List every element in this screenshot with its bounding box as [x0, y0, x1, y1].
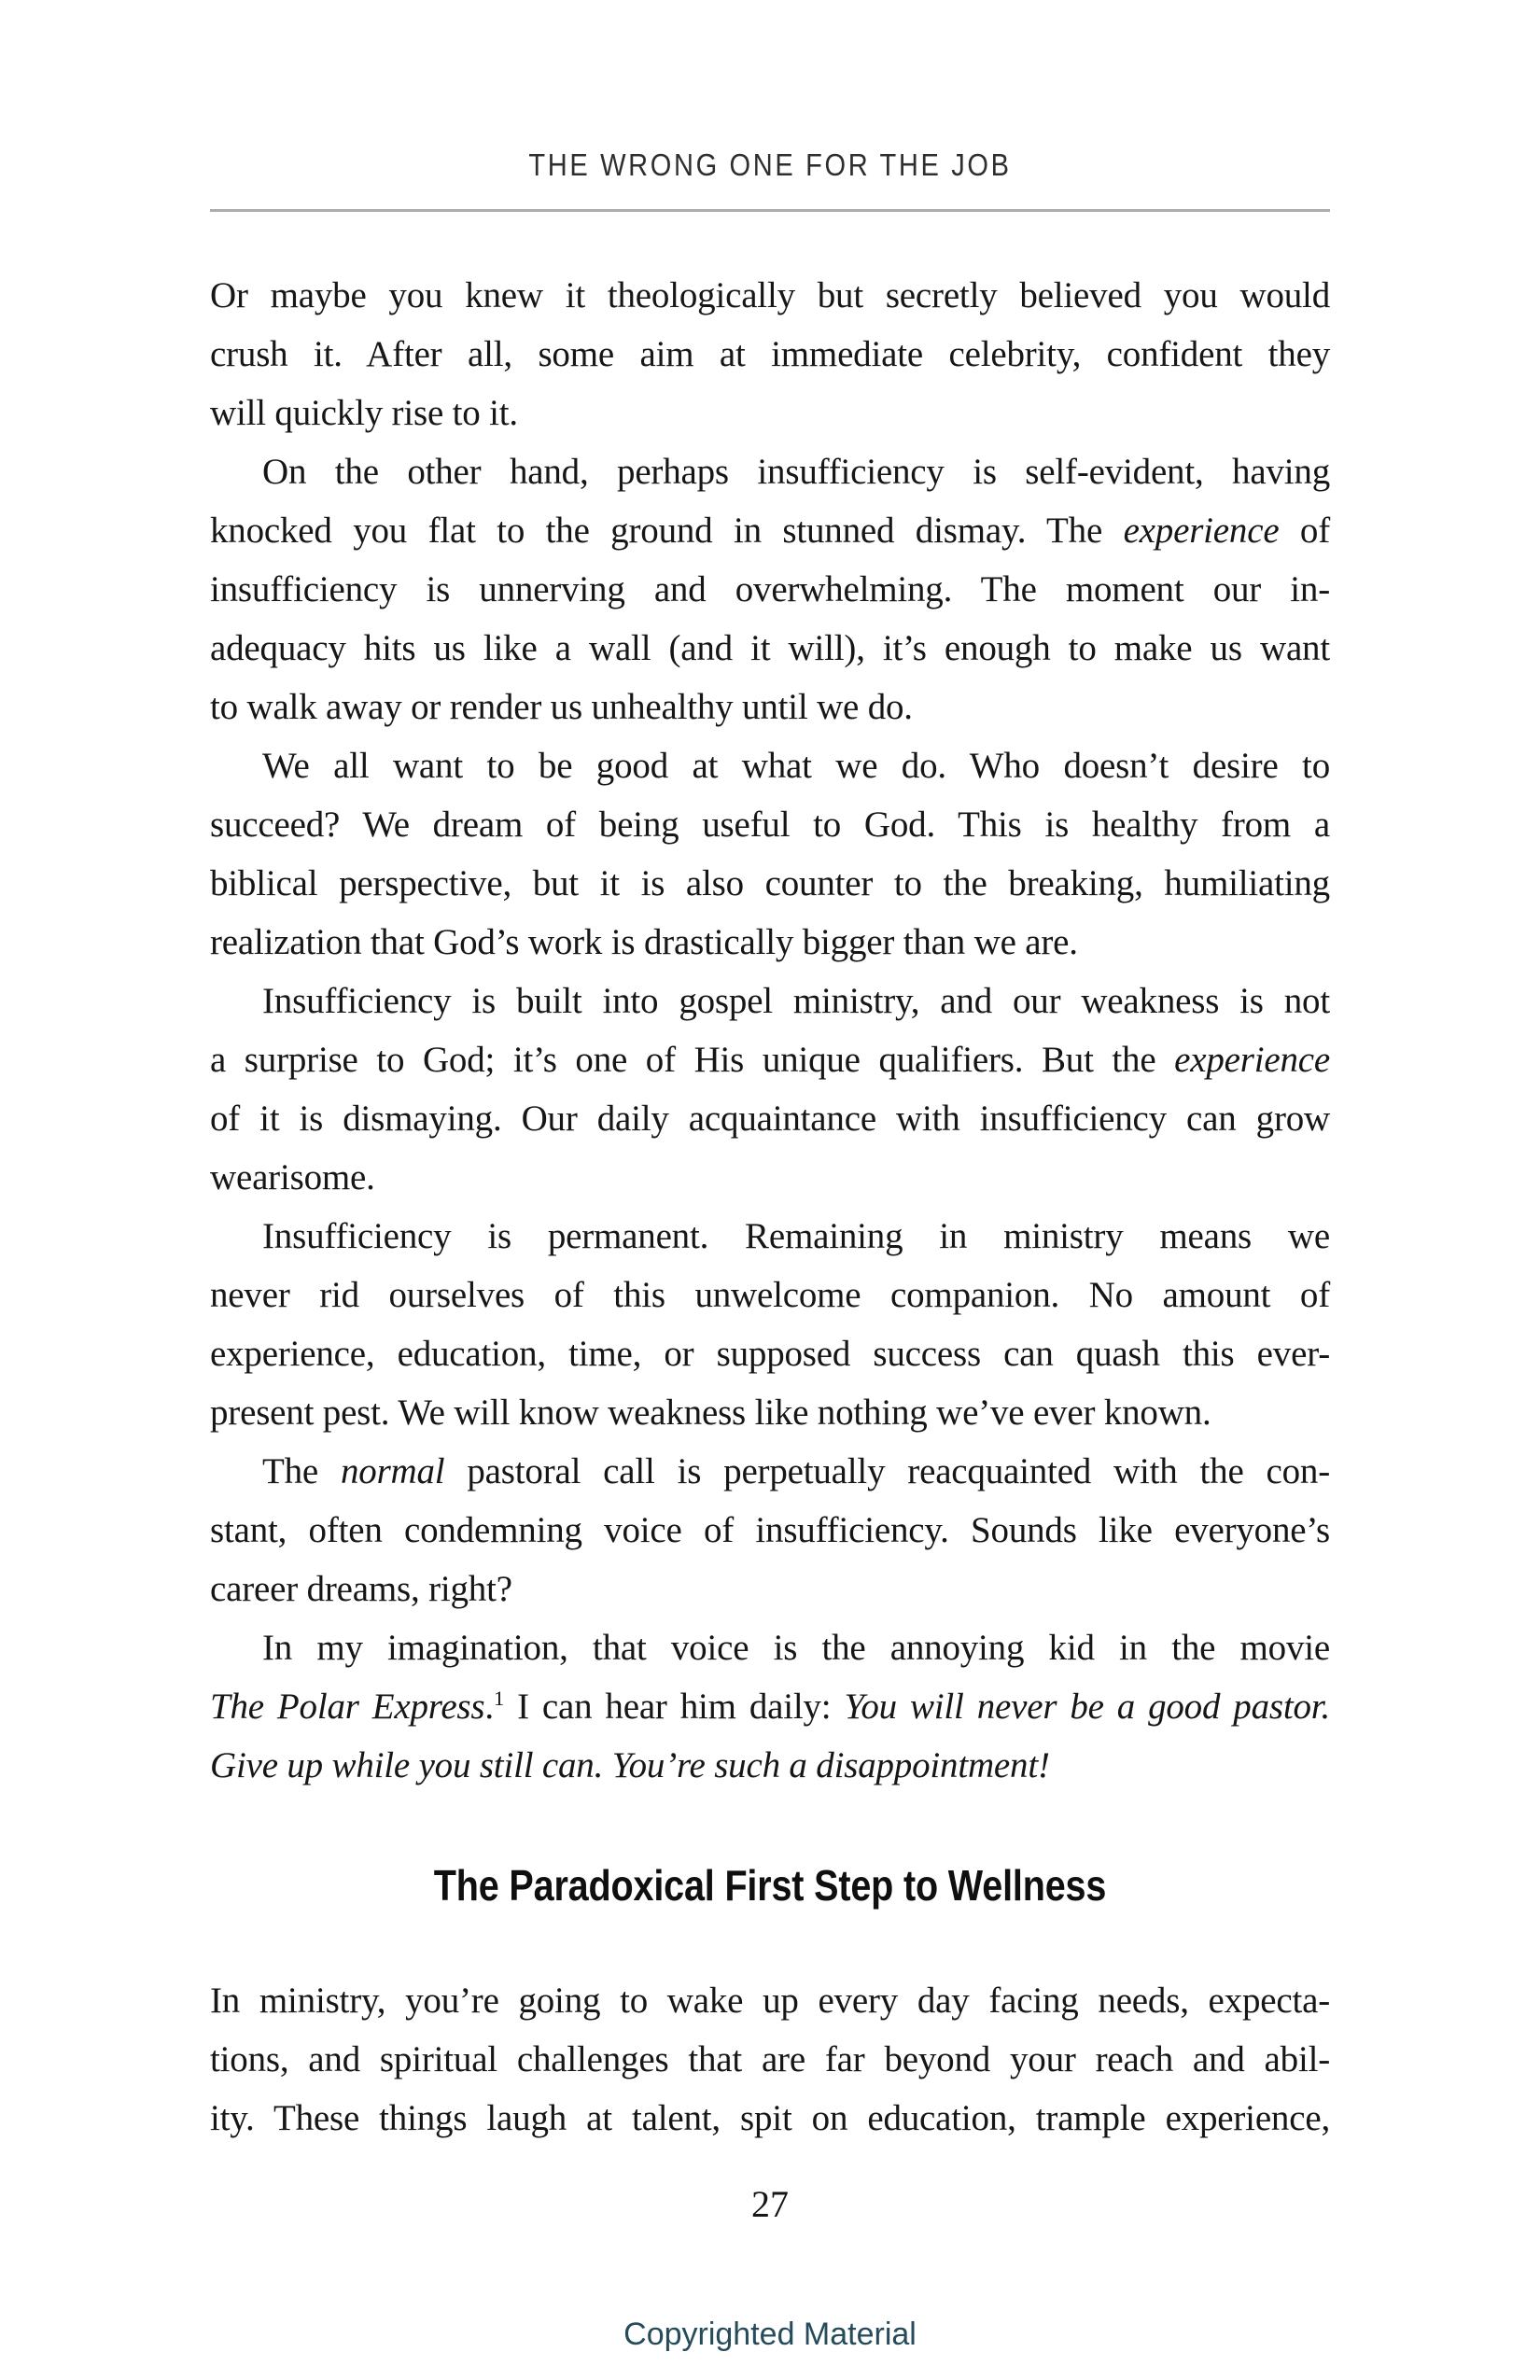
- text-run: experience: [1174, 1040, 1330, 1080]
- text-run: wearisome.: [210, 1157, 375, 1197]
- text-line: [210, 619, 1330, 678]
- paragraph: [210, 972, 1330, 1207]
- text-run: of it is dismaying. Our daily acquaintance with insufficiency can grow: [210, 1099, 1330, 1139]
- text-line: [210, 1736, 1330, 1795]
- text-run: experience, education, time, or supposed success can quash this ever-: [210, 1334, 1330, 1374]
- paragraph: [210, 736, 1330, 972]
- page-number: 27: [751, 2183, 789, 2225]
- body-section-after-heading: [210, 1971, 1330, 2148]
- text-run: The: [262, 1451, 341, 1491]
- text-run: .: [484, 1687, 494, 1727]
- paragraph: [210, 1971, 1330, 2148]
- text-line: [210, 1324, 1330, 1383]
- paragraph: [210, 1207, 1330, 1442]
- text-line: [210, 266, 1330, 325]
- text-line: [210, 854, 1330, 913]
- text-line: [210, 1383, 1330, 1442]
- running-header: THE WRONG ONE FOR THE JOB: [528, 147, 1012, 182]
- copyright-notice: Copyrighted Material: [623, 2317, 917, 2352]
- text-run: knocked you flat to the ground in stunned dismay. The: [210, 511, 1124, 551]
- text-run: of: [1279, 511, 1331, 551]
- text-run: to walk away or render us unhealthy until we do.: [210, 687, 913, 727]
- text-line: [210, 913, 1330, 972]
- paragraph: [210, 442, 1330, 736]
- text-line: [210, 1148, 1330, 1207]
- text-run: experience: [1123, 511, 1280, 551]
- text-run: a surprise to God; it’s one of His unique qualifiers. But the: [210, 1040, 1175, 1080]
- text-run: realization that God’s work is drastically bigger than we are.: [210, 922, 1078, 962]
- text-line: [210, 560, 1330, 619]
- text-run: adequacy hits us like a wall (and it will), it’s enough to make us want: [210, 628, 1330, 668]
- paragraph: [210, 1618, 1330, 1795]
- text-run: tions, and spiritual challenges that are far beyond your reach and abil-: [210, 2039, 1330, 2079]
- text-line: [210, 442, 1330, 501]
- text-line: [210, 1089, 1330, 1148]
- text-run: will quickly rise to it.: [210, 393, 518, 433]
- text-line: [210, 972, 1330, 1030]
- text-run: insufficiency is unnerving and overwhelming. The moment our in-: [210, 569, 1330, 609]
- text-run: Insufficiency is built into gospel ministry, and our weakness is not: [262, 981, 1330, 1021]
- text-run: career dreams, right?: [210, 1569, 512, 1609]
- body-section-before-heading: [210, 266, 1330, 1795]
- text-line: [210, 1207, 1330, 1266]
- text-run: We all want to be good at what we do. Who doesn’t desire to: [262, 746, 1330, 786]
- text-run: normal: [340, 1451, 445, 1491]
- text-line: [210, 1442, 1330, 1501]
- text-run: biblical perspective, but it is also counter to the breaking, humiliating: [210, 863, 1330, 903]
- text-line: [210, 678, 1330, 736]
- paragraph: [210, 1442, 1330, 1618]
- footnote-reference: 1: [493, 1687, 505, 1710]
- text-line: [210, 1030, 1330, 1089]
- text-run: stant, often condemning voice of insufficiency. Sounds like everyone’s: [210, 1510, 1330, 1550]
- text-run: The Polar Express: [210, 1687, 485, 1727]
- text-run: ity. These things laugh at talent, spit on education, trample experience,: [210, 2098, 1330, 2138]
- text-run: In my imagination, that voice is the annoying kid in the movie: [262, 1628, 1330, 1668]
- text-run: crush it. After all, some aim at immediate celebrity, confident they: [210, 334, 1330, 374]
- header-rule: [210, 209, 1330, 212]
- text-line: [210, 1560, 1330, 1618]
- text-run: pastoral call is perpetually reacquainted with the con-: [444, 1451, 1330, 1491]
- text-line: [210, 795, 1330, 854]
- text-run: never rid ourselves of this unwelcome companion. No amount of: [210, 1275, 1330, 1315]
- text-line: [210, 2089, 1330, 2148]
- text-line: [210, 384, 1330, 442]
- text-line: [210, 2030, 1330, 2089]
- text-run: Or maybe you knew it theologically but secretly believed you would: [210, 275, 1330, 315]
- text-line: [210, 1501, 1330, 1560]
- text-run: Insufficiency is permanent. Remaining in ministry means we: [262, 1216, 1330, 1256]
- text-line: [210, 501, 1330, 560]
- text-line: [210, 1618, 1330, 1677]
- paragraph: [210, 266, 1330, 442]
- text-line: [210, 325, 1330, 384]
- text-line: [210, 1971, 1330, 2030]
- text-line: [210, 736, 1330, 795]
- text-line: [210, 1266, 1330, 1324]
- page-body: [210, 266, 1330, 2148]
- text-run: On the other hand, perhaps insufficiency is self-evident, having: [262, 452, 1330, 492]
- text-line: [210, 1677, 1330, 1736]
- text-run: succeed? We dream of being useful to God. This is healthy from a: [210, 805, 1330, 845]
- text-run: You will never be a good pastor.: [844, 1687, 1330, 1727]
- section-heading: The Paradoxical First Step to Wellness: [433, 1861, 1107, 1910]
- text-run: In ministry, you’re going to wake up every day facing needs, expecta-: [210, 1981, 1330, 2021]
- text-run: Give up while you still can. You’re such a disappointment!: [210, 1745, 1050, 1785]
- text-run: I can hear him daily:: [504, 1687, 845, 1727]
- text-run: present pest. We will know weakness like nothing we’ve ever known.: [210, 1393, 1211, 1433]
